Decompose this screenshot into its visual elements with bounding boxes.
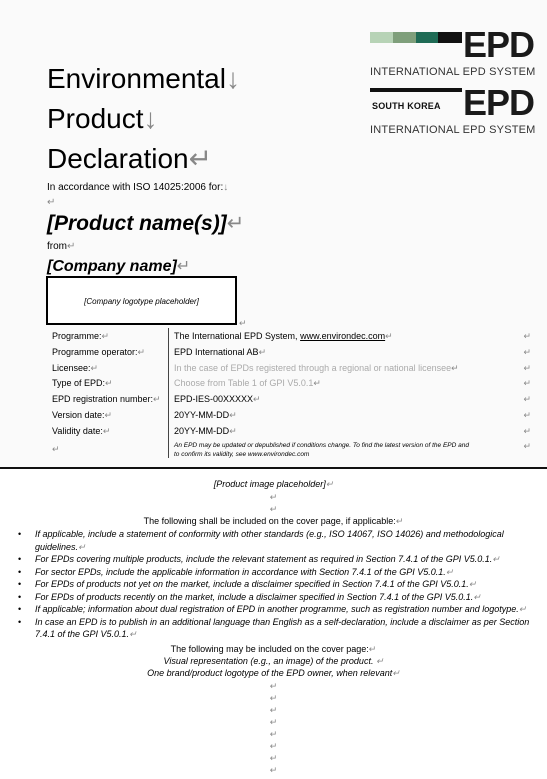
company-logo-placeholder-box[interactable] [46, 276, 237, 325]
table-row-note [47, 441, 537, 461]
row-end-mark: ↵ [523, 410, 531, 420]
bar-black [438, 32, 462, 43]
note-line-1: An EPD may be updated or depublished if conditions change. To find the latest version of the EPD and [174, 442, 469, 449]
product-name: [Product name(s)] [47, 212, 227, 235]
product-image-placeholder-text: [Product image placeholder] [213, 479, 326, 489]
row-label: Programme operator:↵ [52, 347, 146, 357]
bar-mid-green [393, 32, 416, 43]
row-end-mark: ↵ [523, 378, 531, 388]
optional-heading: The following may be included on the cover page:↵ [170, 644, 377, 654]
row-value[interactable]: 20YY-MM-DD↵ [174, 426, 237, 436]
row-end-mark: ↵ [523, 363, 531, 373]
cover-requirements-heading: The following shall be included on the cover page, if applicable:↵ [143, 516, 404, 526]
row-label: Licensee:↵ [52, 363, 99, 373]
list-item: • If applicable, include a statement of conformity with other standards (e.g., ISO 14067, ISO 14026) and methodological guidelines.↵ [18, 529, 504, 552]
line-break-mark: ↓ [223, 182, 229, 193]
from-text: from [47, 241, 67, 252]
iso-text: In accordance with ISO 14025:2006 for: [47, 182, 224, 193]
note-line-2: to confirm its validity, see www.environdec.com [174, 451, 310, 458]
table-row [47, 426, 537, 440]
empty-paragraph: ↵ [269, 717, 278, 727]
section-divider [0, 467, 547, 469]
empty-paragraph: ↵ [269, 741, 278, 751]
bar-light-green [370, 32, 393, 43]
paragraph-mark: ↵ [188, 143, 213, 174]
optional-item: Visual representation (e.g., an image) of the product. ↵ [163, 656, 384, 666]
title-line-1 [47, 63, 240, 95]
product-image-placeholder[interactable]: [Product image placeholder]↵ [213, 479, 334, 489]
empty-paragraph: ↵ [269, 705, 278, 715]
row-end-mark: ↵ [523, 331, 531, 341]
company-logo-placeholder-text: [Company logotype placeholder] [84, 297, 199, 306]
paragraph-mark: ↵ [239, 318, 247, 328]
title-text-3: Declaration [47, 143, 189, 174]
line-break-mark: ↓ [143, 103, 158, 134]
paragraph-mark: ↵ [67, 241, 76, 252]
row-value[interactable]: 20YY-MM-DD↵ [174, 410, 237, 420]
environdec-link[interactable]: www.environdec.com [300, 331, 386, 341]
title-line-3 [47, 142, 212, 175]
table-row [47, 394, 537, 408]
validity-note [174, 441, 469, 459]
empty-paragraph: ↵ [269, 765, 278, 775]
table-row [47, 331, 537, 345]
row-value[interactable]: In the case of EPDs registered through a regional or national licensee↵ [174, 363, 459, 373]
row-end-mark: ↵ [523, 347, 531, 357]
row-label: Type of EPD:↵ [52, 378, 113, 388]
row-end-mark: ↵ [523, 426, 531, 436]
title-line-2 [47, 103, 158, 135]
table-row [47, 347, 537, 361]
list-item: • For EPDs of products not yet on the market, include a disclaimer specified in Section 7.4.1 of the GPI V5.0.1.↵ [18, 579, 477, 589]
line-break-mark: ↓ [225, 63, 240, 94]
table-row [47, 378, 537, 392]
row-value[interactable]: EPD-IES-00XXXXX↵ [174, 394, 261, 404]
epd-logo-subtitle-2: INTERNATIONAL EPD SYSTEM [370, 124, 536, 136]
bar-dark-green [416, 32, 438, 43]
row-label: Validity date:↵ [52, 426, 111, 436]
empty-paragraph: ↵ [47, 197, 56, 208]
row-value[interactable]: Choose from Table 1 of GPI V5.0.1↵ [174, 378, 321, 388]
row-end-mark: ↵ [523, 441, 531, 451]
epd-logo-text-2: EPD [463, 82, 535, 123]
table-row [47, 363, 537, 377]
title-text-2: Product [47, 103, 144, 134]
epd-logo-subtitle: INTERNATIONAL EPD SYSTEM [370, 66, 536, 78]
row-value: The International EPD System, www.environdec.com↵ [174, 331, 393, 341]
empty-paragraph: ↵ [269, 693, 278, 703]
color-bars-1 [370, 32, 462, 43]
product-name-line [47, 211, 244, 236]
empty-paragraph: ↵ [269, 492, 278, 502]
epd-logo-text: EPD [463, 24, 535, 65]
paragraph-mark: ↵ [176, 258, 191, 275]
row-label: Programme:↵ [52, 331, 110, 341]
row-end-mark: ↵ [523, 394, 531, 404]
empty-paragraph: ↵ [269, 753, 278, 763]
optional-item: One brand/product logotype of the EPD owner, when relevant↵ [147, 668, 400, 678]
black-bar [370, 88, 462, 92]
list-item: • If applicable; information about dual registration of EPD in another programme, such as registration number and logotype.↵ [18, 604, 527, 614]
row-label: Version date:↵ [52, 410, 113, 420]
title-text-1: Environmental [47, 63, 226, 94]
empty-paragraph: ↵ [269, 729, 278, 739]
list-item: • For sector EPDs, include the applicable information in accordance with Section 7.4.1 of the GPI V5.0.1.↵ [18, 566, 454, 577]
paragraph-mark: ↵ [226, 212, 245, 235]
empty-paragraph: ↵ [269, 681, 278, 691]
empty-paragraph: ↵ [269, 504, 278, 514]
list-item: • In case an EPD is to publish in an additional language than English as a self-declaration, include a disclaimer as per Section 7.4.1 of the GPI V5.0.1.↵ [18, 616, 530, 639]
requirements-list [18, 528, 546, 641]
iso-statement [47, 182, 228, 193]
company-name-line [47, 256, 190, 276]
from-line [47, 241, 75, 252]
list-item: • For EPDs of products recently on the market, include a disclaimer specified in Section 7.4.1 of the GPI V5.0.1.↵ [18, 591, 481, 602]
company-name: [Company name] [47, 258, 177, 275]
row-label-empty: ↵ [52, 444, 60, 454]
list-item: • For EPDs covering multiple products, include the relevant statement as required in Section 7.4.1 of the GPI V5.0.1.↵ [18, 554, 500, 564]
row-value: EPD International AB↵ [174, 347, 267, 357]
table-row [47, 410, 537, 424]
region-label: SOUTH KOREA [372, 101, 441, 111]
row-label: EPD registration number:↵ [52, 394, 161, 404]
